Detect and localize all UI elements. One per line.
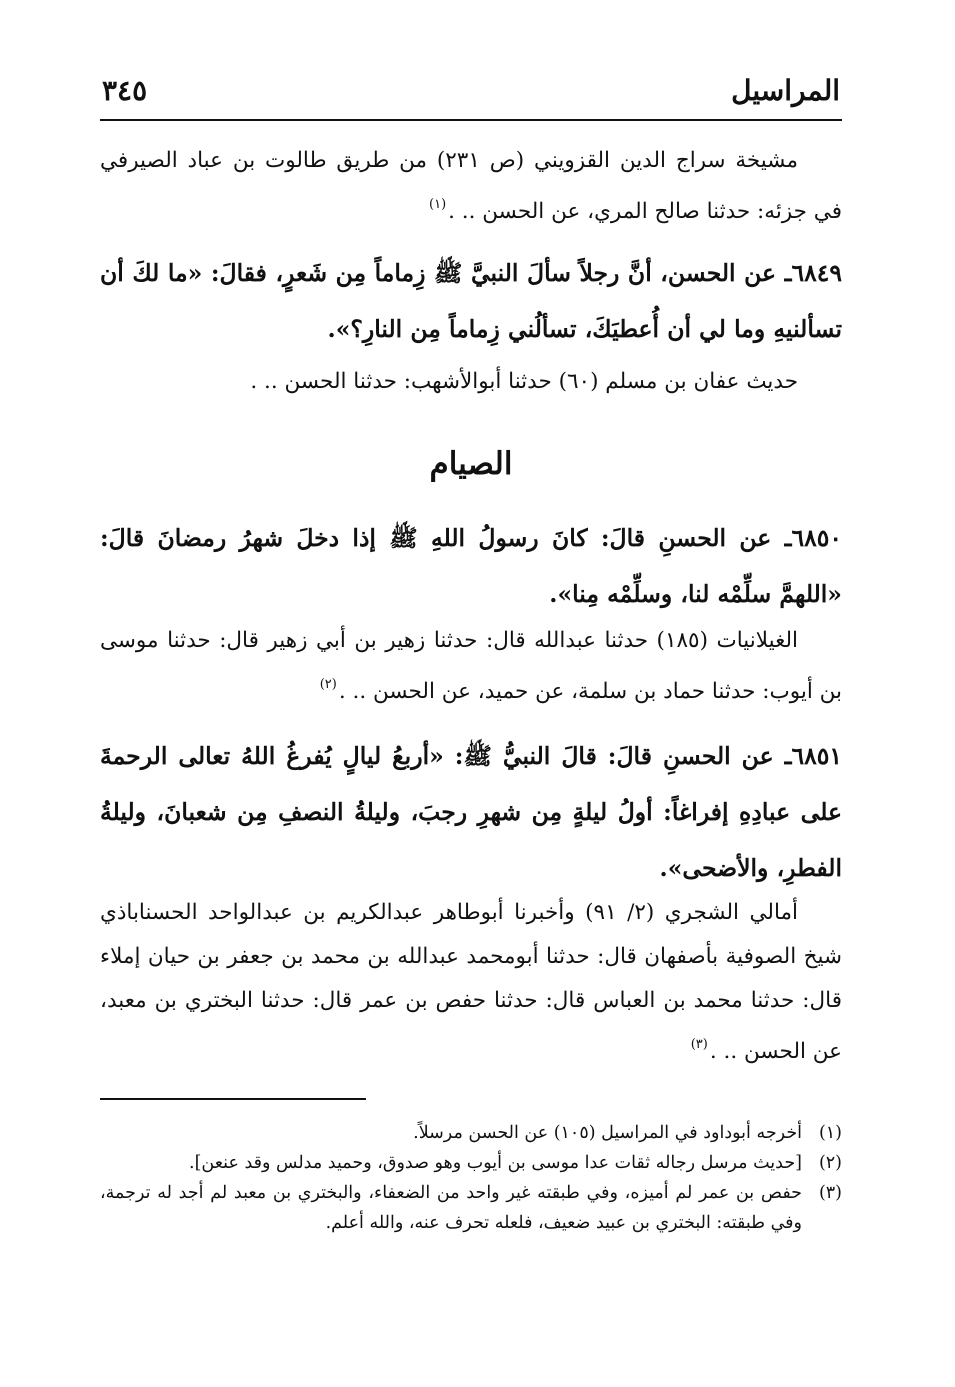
footnote-ref-1: (١) [429,197,447,212]
hadith-6849-text: ٦٨٤٩ـ عن الحسن، أنَّ رجلاً سألَ النبيَّ ﷺ زِماماً مِن شَعرٍ، فقالَ: «ما لكَ أن تسألنيهِ وما لي أن أُعطيَكَ، تسألُني زِماماً مِن النارِ؟». [100,259,842,343]
running-title: المراسيل [731,74,840,107]
footnote-divider [100,1098,366,1100]
footnote-2-mark: (٢) [818,1153,842,1173]
source-6851-text: أمالي الشجري (٢/ ٩١) وأخبرنا أبوطاهر عبدالكريم بن عبدالواحد الحسناباذي شيخ الصوفية بأصفهان قال: حدثنا أبومحمد عبدالله بن محمد بن جعفر بن حيان إملاء قال: حدثنا محمد بن العباس قال: حدثنا حفص بن عمر قال: حدثنا البختري بن معبد، عن الحسن .. . [100,900,842,1064]
footnote-ref-3: (٣) [690,1037,708,1052]
intro-source-text: مشيخة سراج الدين القزويني (ص ٢٣١) من طريق طالوت بن عباد الصيرفي في جزئه: حدثنا صالح المري، عن الحسن .. . [100,148,842,224]
hadith-6850-text: ٦٨٥٠ـ عن الحسنِ قالَ: كانَ رسولُ اللهِ ﷺ إذا دخلَ شهرُ رمضانَ قالَ: «اللهمَّ سلِّمْه لنا، وسلِّمْه مِنا». [100,524,842,608]
page-header [100,74,842,114]
hadith-6851 [100,728,842,896]
footnotes [100,1118,842,1238]
source-6849-text: حديث عفان بن مسلم (٦٠) حدثنا أبوالأشهب: حدثنا الحسن .. . [250,369,798,394]
footnote-1-mark: (١) [818,1123,842,1143]
footnote-ref-2: (٢) [319,677,337,692]
page-number: ٣٤٥ [102,74,148,107]
section-title: الصيام [429,446,513,482]
source-6849 [100,360,842,404]
footnote-3-text: حفص بن عمر لم أميزه، وفي طبقته غير واحد من الضعفاء، والبختري بن معبد لم أجد له ترجمة، وفي طبقته: البختري بن عبيد ضعيف، فلعله تحرف عنه، والله أعلم. [100,1183,802,1233]
footnote-1 [100,1118,842,1148]
hadith-6850 [100,510,842,622]
book-page [100,0,842,1387]
footnote-1-text: أخرجه أبوداود في المراسيل (١٠٥) عن الحسن مرسلاً. [413,1123,802,1143]
hadith-6849 [100,245,842,357]
source-6851 [100,891,842,1074]
hadith-6851-text: ٦٨٥١ـ عن الحسنِ قالَ: قالَ النبيُّ ﷺ: «أربعُ ليالٍ يُفرغُ اللهُ تعالى الرحمةَ على عبادِهِ إفراغاً: أولُ ليلةٍ مِن شهرِ رجبَ، وليلةُ النصفِ مِن شعبانَ، وليلةُ الفطرِ، والأضحى». [100,742,842,882]
footnote-2 [100,1148,842,1178]
source-6850-text: الغيلانيات (١٨٥) حدثنا عبدالله قال: حدثنا زهير بن أبي زهير قال: حدثنا موسى بن أيوب: حدثنا حماد بن سلمة، عن حميد، عن الحسن .. . [100,628,842,704]
footnote-2-text: [حديث مرسل رجاله ثقات عدا موسى بن أيوب وهو صدوق، وحميد مدلس وقد عنعن]. [189,1153,802,1173]
footnote-3-mark: (٣) [818,1183,842,1203]
source-6850 [100,619,842,714]
intro-source-paragraph [100,139,842,234]
footnote-3 [100,1178,842,1238]
header-divider [100,119,842,121]
